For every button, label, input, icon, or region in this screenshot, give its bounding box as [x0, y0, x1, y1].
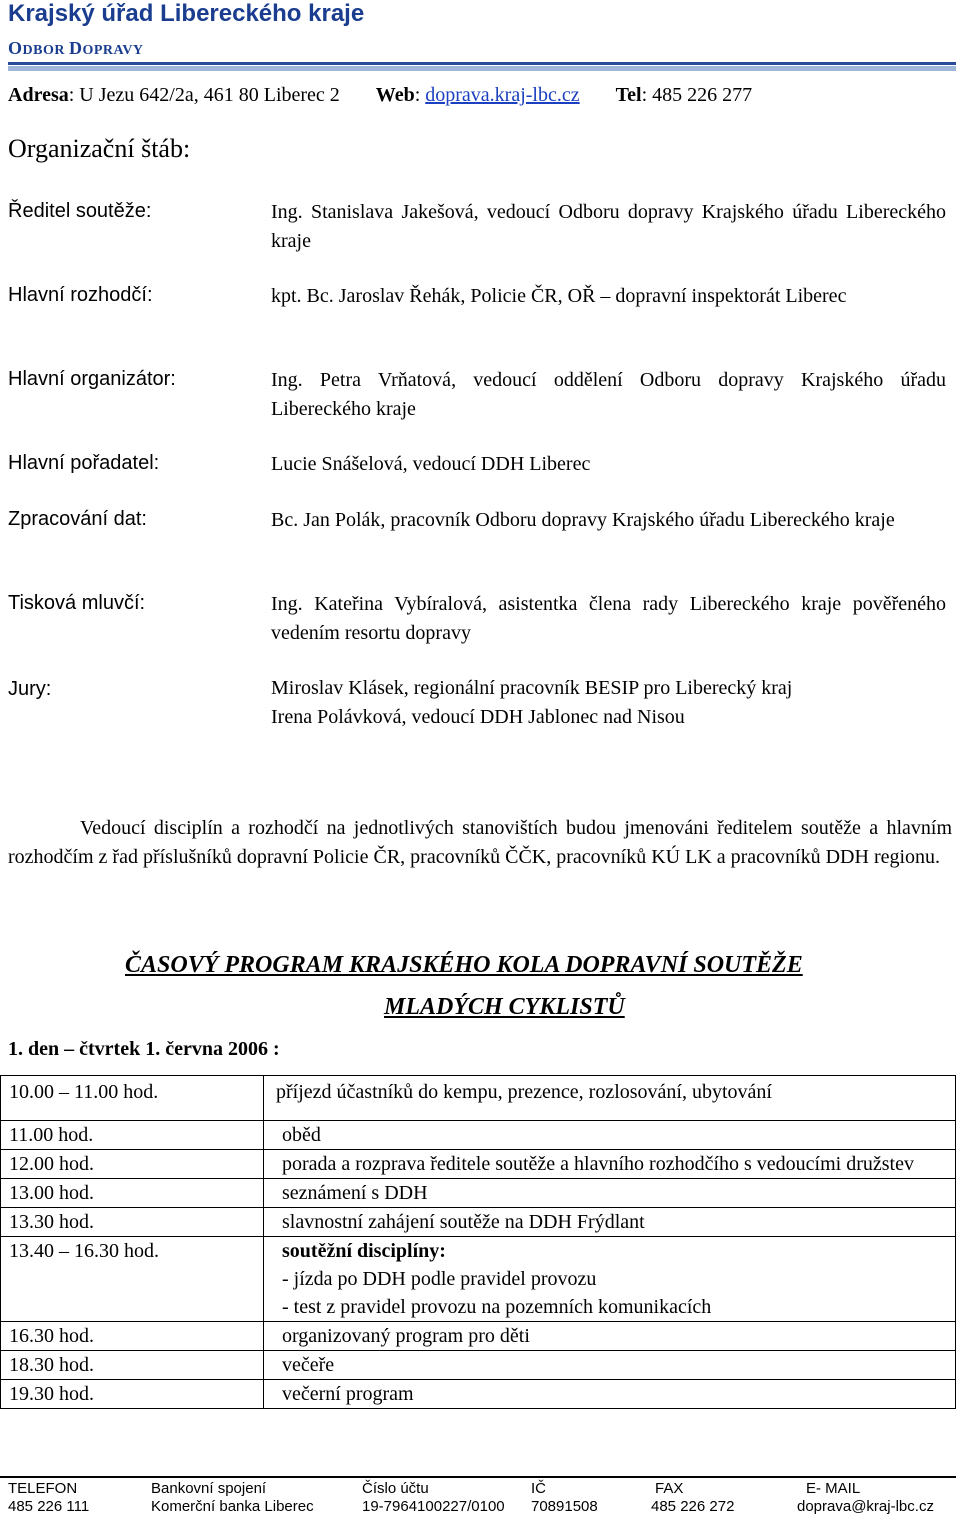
tel-label: Tel [615, 84, 642, 106]
person-chief-referee: kpt. Bc. Jaroslav Řehák, Policie ČR, OŘ – dopravní inspektorát Liberec [271, 285, 847, 307]
desc-cell: příjezd účastníků do kempu, prezence, rozlosování, ubytování [264, 1076, 956, 1121]
table-row [1, 1237, 956, 1322]
person-organizer: Ing. Petra Vrňatová, vedoucí oddělení Odboru dopravy Krajského úřadu Libereckého kraje [271, 369, 946, 420]
footer-phone: 485 226 111 [8, 1498, 90, 1515]
table-row [1, 1351, 956, 1380]
table-row [1, 1322, 956, 1351]
disciplines-heading: soutěžní disciplíny: [282, 1240, 446, 1262]
judges-paragraph: Vedoucí disciplín a rozhodčí na jednotlivých stanovištích budou jmenováni ředitelem soutěže a hlavním rozhodčím z řad příslušníků dopravní Policie ČR, pracovníků ČČK, pracovníků KÚ LK a pracovníků DDH regionu. [8, 817, 952, 868]
footer-label-email: E- MAIL [806, 1480, 861, 1497]
desc-cell: večerní program [264, 1380, 956, 1409]
dept-text: DBOR [22, 43, 69, 58]
time-cell: 13.40 – 16.30 hod. [1, 1237, 264, 1322]
dept-initial: O [8, 38, 23, 58]
dept-text-2: OPRAVY [82, 43, 144, 58]
time-cell: 13.30 hod. [1, 1208, 264, 1237]
schedule-table [0, 1075, 956, 1409]
address-label: Adresa [8, 84, 69, 106]
time-cell: 19.30 hod. [1, 1380, 264, 1409]
footer-account: 19-7964100227/0100 [362, 1498, 505, 1515]
time-cell: 18.30 hod. [1, 1351, 264, 1380]
desc-cell: oběd [264, 1121, 956, 1150]
table-row [1, 1150, 956, 1179]
footer-label-ic: IČ [531, 1480, 546, 1497]
time-cell: 16.30 hod. [1, 1322, 264, 1351]
dept-initial-2: D [68, 38, 83, 58]
time-cell: 11.00 hod. [1, 1121, 264, 1150]
footer-label-account: Číslo účtu [362, 1480, 429, 1497]
footer-rule [0, 1476, 956, 1478]
header-rule [8, 62, 956, 65]
tel-value: : 485 226 277 [641, 84, 753, 106]
footer-email[interactable]: doprava@kraj-lbc.cz [797, 1498, 934, 1515]
desc-cell [264, 1237, 956, 1322]
person-jury-2: Irena Polávková, vedoucí DDH Jablonec nad Nisou [271, 706, 685, 728]
footer-fax: 485 226 272 [651, 1498, 735, 1515]
office-title: Krajský úřad Libereckého kraje [8, 0, 365, 27]
day-heading: 1. den – čtvrtek 1. června 2006 : [8, 1038, 280, 1060]
time-cell: 13.00 hod. [1, 1179, 264, 1208]
desc-cell: organizovaný program pro děti [264, 1322, 956, 1351]
discipline-item: - test z pravidel provozu na pozemních komunikacích [282, 1296, 712, 1318]
role-director: Ředitel soutěže: [8, 200, 152, 222]
person-data: Bc. Jan Polák, pracovník Odboru dopravy Krajského úřadu Libereckého kraje [271, 509, 895, 531]
table-row [1, 1380, 956, 1409]
address-value: : U Jezu 642/2a, 461 80 Liberec 2 [68, 84, 340, 106]
role-chief-referee: Hlavní rozhodčí: [8, 284, 153, 306]
org-heading: Organizační štáb: [8, 134, 191, 163]
role-organizer: Hlavní organizátor: [8, 368, 176, 390]
footer-label-phone: TELEFON [8, 1480, 78, 1497]
discipline-item: - jízda po DDH podle pravidel provozu [282, 1268, 597, 1290]
contact-line [8, 84, 752, 107]
person-jury-1: Miroslav Klásek, regionální pracovník BESIP pro Liberecký kraj [271, 677, 793, 699]
table-row [1, 1121, 956, 1150]
program-subtitle: MLADÝCH CYKLISTŮ [384, 994, 625, 1020]
desc-cell: seznámení s DDH [264, 1179, 956, 1208]
role-host: Hlavní pořadatel: [8, 452, 160, 474]
role-press: Tisková mluvčí: [8, 592, 146, 614]
person-press: Ing. Kateřina Vybíralová, asistentka člena rady Libereckého kraje pověřeného vedením resortu dopravy [271, 593, 946, 644]
program-title: ČASOVÝ PROGRAM KRAJSKÉHO KOLA DOPRAVNÍ SOUTĚŽE [125, 952, 803, 978]
time-cell: 12.00 hod. [1, 1150, 264, 1179]
table-row [1, 1179, 956, 1208]
footer-ic: 70891508 [531, 1498, 598, 1515]
table-row [1, 1076, 956, 1121]
person-director: Ing. Stanislava Jakešová, vedoucí Odboru dopravy Krajského úřadu Libereckého kraje [271, 201, 946, 252]
desc-cell: slavnostní zahájení soutěže na DDH Frýdlant [264, 1208, 956, 1237]
table-row [1, 1208, 956, 1237]
web-label: Web [375, 84, 415, 106]
footer-label-fax: FAX [655, 1480, 684, 1497]
desc-cell: porada a rozprava ředitele soutěže a hlavního rozhodčího s vedoucími družstev [264, 1150, 956, 1179]
footer-bank: Komerční banka Liberec [151, 1498, 314, 1515]
header-rule-light [8, 66, 956, 71]
desc-cell: večeře [264, 1351, 956, 1380]
person-host: Lucie Snášelová, vedoucí DDH Liberec [271, 453, 591, 475]
footer-label-bank: Bankovní spojení [151, 1480, 267, 1497]
web-sep: : [414, 84, 426, 106]
role-data: Zpracování dat: [8, 508, 147, 530]
web-link[interactable]: doprava.kraj-lbc.cz [425, 84, 580, 106]
time-cell: 10.00 – 11.00 hod. [1, 1076, 264, 1121]
department-name [8, 38, 144, 59]
role-jury: Jury: [8, 678, 52, 700]
